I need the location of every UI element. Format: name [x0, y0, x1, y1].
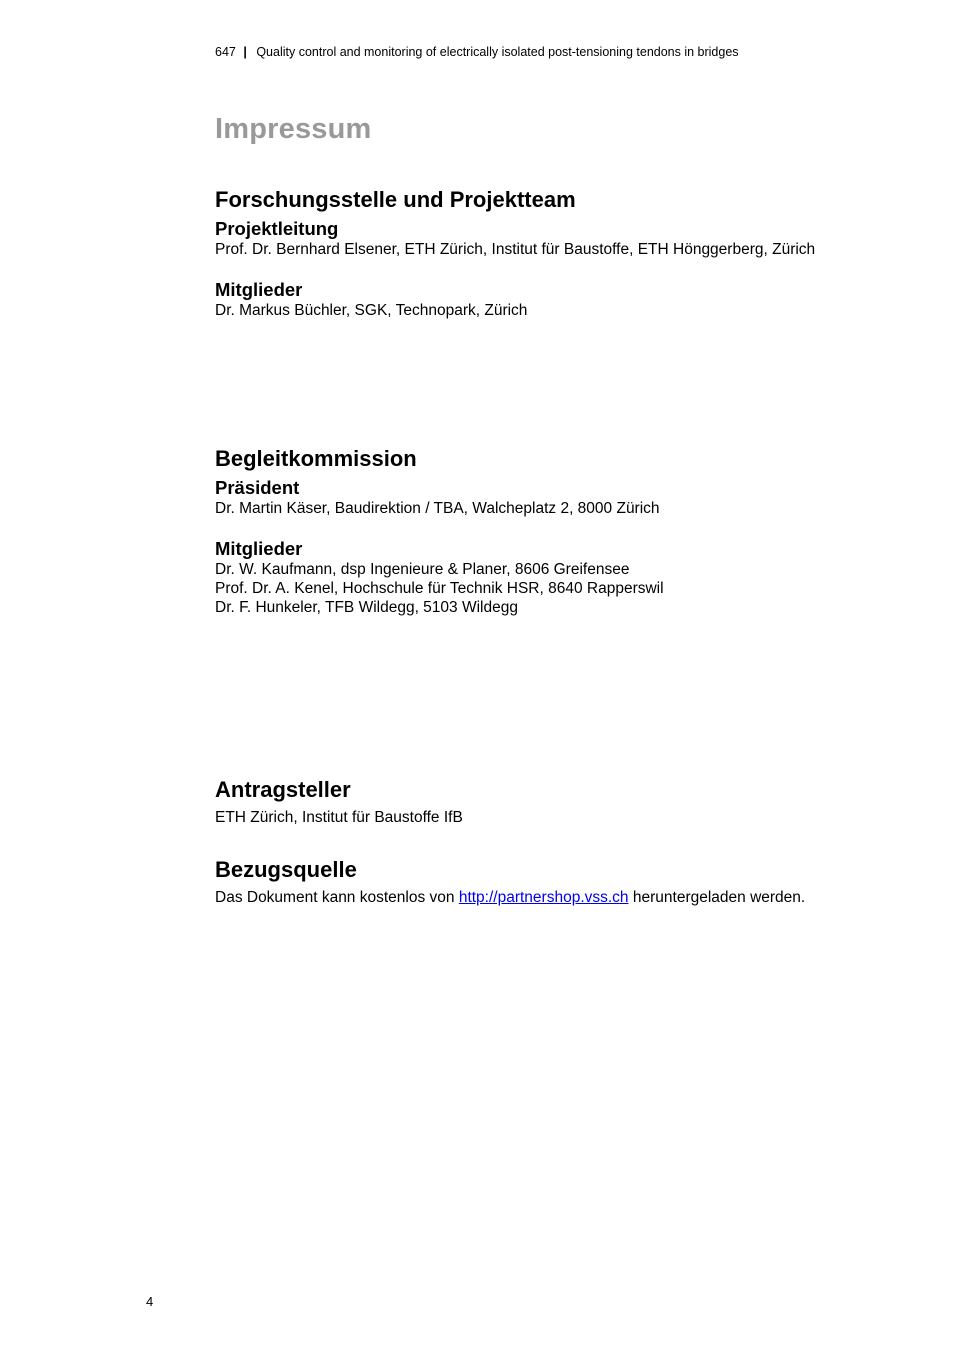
president-heading: Präsident — [215, 477, 300, 498]
project-lead: Prof. Dr. Bernhard Elsener, ETH Zürich, Institut für Baustoffe, ETH Hönggerberg, Zürich — [215, 241, 816, 258]
page-number: 4 — [146, 1294, 154, 1309]
partnershop-link[interactable]: http://partnershop.vss.ch — [458, 889, 629, 906]
applicant-text: ETH Zürich, Institut für Baustoffe IfB — [215, 809, 463, 826]
report-number: 647 — [215, 45, 236, 59]
research-heading: Forschungsstelle und Projektteam — [215, 187, 576, 212]
commission-member: Dr. F. Hunkeler, TFB Wildegg, 5103 Wildegg — [215, 599, 518, 616]
president: Dr. Martin Käser, Baudirektion / TBA, Walcheplatz 2, 8000 Zürich — [215, 500, 660, 517]
research-member: Dr. Markus Büchler, SGK, Technopark, Zürich — [215, 302, 528, 319]
header-separator: | — [243, 45, 247, 59]
applicant-section — [215, 777, 463, 827]
project-lead-heading: Projektleitung — [215, 218, 339, 239]
commission-section — [215, 446, 664, 617]
source-text-after: heruntergeladen werden. — [628, 889, 806, 906]
commission-member: Prof. Dr. A. Kenel, Hochschule für Technik HSR, 8640 Rapperswil — [215, 580, 664, 597]
research-members-heading: Mitglieder — [215, 279, 303, 300]
commission-members-heading: Mitglieder — [215, 538, 303, 559]
source-text — [215, 888, 805, 907]
commission-member: Dr. W. Kaufmann, dsp Ingenieure & Planer, 8606 Greifensee — [215, 561, 630, 578]
research-section — [215, 187, 815, 320]
report-title: Quality control and monitoring of electrically isolated post-tensioning tendons in bridges — [256, 45, 739, 59]
source-text-before: Das Dokument kann kostenlos von — [215, 889, 459, 906]
commission-heading: Begleitkommission — [215, 446, 417, 471]
applicant-heading: Antragsteller — [215, 777, 351, 802]
source-heading: Bezugsquelle — [215, 857, 357, 882]
running-header — [215, 45, 739, 59]
source-section — [215, 857, 805, 907]
page-title: Impressum — [215, 113, 372, 145]
